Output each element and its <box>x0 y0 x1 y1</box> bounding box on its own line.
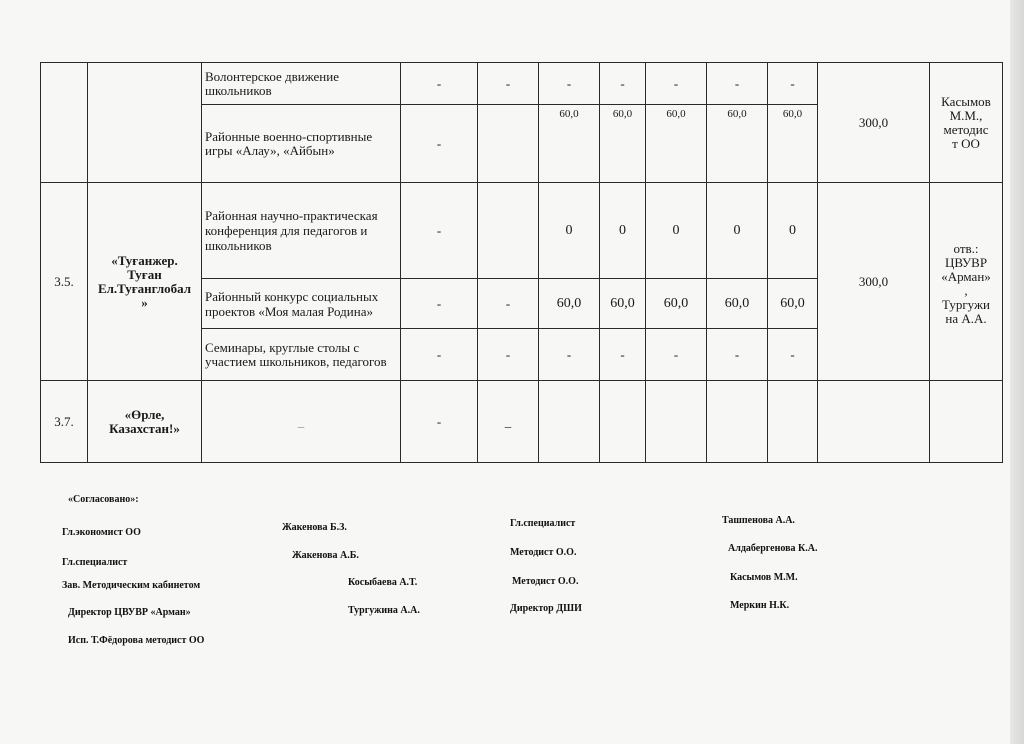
value-cell: - <box>401 183 478 279</box>
responsible-cell <box>930 183 1003 381</box>
signatory-name: Тургужина А.А. <box>348 605 420 616</box>
responsible-line: «Арман» <box>941 268 991 284</box>
row-name-cell <box>88 63 202 183</box>
activity-cell: Волонтерское движение школьников <box>202 63 401 105</box>
value-cell: - <box>478 329 539 381</box>
row-number-cell: 3.5. <box>41 183 88 381</box>
value-cell <box>600 381 646 463</box>
signatory-title: Зав. Методическим кабинетом <box>62 580 201 591</box>
value-cell: - <box>600 63 646 105</box>
total-cell: 300,0 <box>818 183 930 381</box>
responsible-line: Тургужи <box>942 296 990 312</box>
responsible-cell <box>930 381 1003 463</box>
value-cell: - <box>600 329 646 381</box>
value-cell: 0 <box>646 183 707 279</box>
row-name-cell <box>88 183 202 381</box>
value-cell <box>768 381 818 463</box>
value-cell <box>478 183 539 279</box>
value-cell: 60,0 <box>646 279 707 329</box>
responsible-line: , <box>964 282 968 298</box>
value-cell <box>478 105 539 183</box>
executor-line: Исп. Т.Фёдорова методист ОО <box>68 635 205 646</box>
value-cell: 60,0 <box>646 105 707 183</box>
responsible-line: на А.А. <box>945 310 987 326</box>
responsible-line: методис <box>943 121 989 137</box>
signatory-title: Гл.экономист ОО <box>62 527 141 538</box>
activity-cell: Районная научно-практическая конференция для педагогов и школьников <box>202 183 401 279</box>
row-name-line: » <box>141 294 148 310</box>
value-cell: _ <box>478 381 539 463</box>
activity-cell: _ <box>202 381 401 463</box>
value-cell: 0 <box>707 183 768 279</box>
value-cell: - <box>539 63 600 105</box>
value-cell: - <box>401 329 478 381</box>
scan-edge <box>1010 0 1024 744</box>
value-cell: - <box>707 329 768 381</box>
table-row <box>41 183 1003 279</box>
row-name-cell <box>88 381 202 463</box>
value-cell: - <box>646 329 707 381</box>
signatory-title: Гл.специалист <box>510 518 576 529</box>
value-cell: 60,0 <box>707 105 768 183</box>
plan-table <box>40 62 1003 463</box>
agreed-header: «Согласовано»: <box>68 494 139 505</box>
total-cell <box>818 381 930 463</box>
signatory-name: Алдабергенова К.А. <box>728 543 818 554</box>
total-cell: 300,0 <box>818 63 930 183</box>
value-cell: 60,0 <box>600 279 646 329</box>
responsible-line: М.М., <box>949 107 983 123</box>
value-cell: 60,0 <box>768 279 818 329</box>
value-cell: - <box>707 63 768 105</box>
value-cell <box>539 381 600 463</box>
value-cell: - <box>539 329 600 381</box>
row-name-line: Казахстан!» <box>109 420 180 436</box>
value-cell: - <box>401 63 478 105</box>
signatory-name: Жакенова Б.З. <box>282 522 347 533</box>
row-number-cell <box>41 63 88 183</box>
row-name-line: Ел.Туғанглобал <box>97 280 192 296</box>
row-name-line: Туған <box>127 266 162 282</box>
value-cell: 0 <box>768 183 818 279</box>
activity-cell: Районные военно-спортивные игры «Алау», «Айбын» <box>202 105 401 183</box>
value-cell: 60,0 <box>539 279 600 329</box>
responsible-line: т ОО <box>952 135 980 151</box>
value-cell: - <box>768 329 818 381</box>
signatory-title: Директор ЦВУВР «Арман» <box>68 607 191 618</box>
value-cell: 60,0 <box>600 105 646 183</box>
row-name-line: «Туғанжер. <box>111 252 178 268</box>
signatory-title: Директор ДШИ <box>510 603 582 614</box>
signatory-name: Косыбаева А.Т. <box>348 577 418 588</box>
value-cell: - <box>401 381 478 463</box>
responsible-line: ЦВУВР <box>944 254 988 270</box>
row-name-line: «Өрле, <box>124 406 165 422</box>
signatory-title: Методист О.О. <box>510 547 577 558</box>
value-cell <box>707 381 768 463</box>
activity-cell: Районный конкурс социальных проектов «Моя малая Родина» <box>202 279 401 329</box>
row-number-cell: 3.7. <box>41 381 88 463</box>
responsible-line: отв.: <box>953 240 979 256</box>
signatory-title: Гл.специалист <box>62 557 128 568</box>
signatory-name: Касымов М.М. <box>730 572 798 583</box>
value-cell: - <box>401 105 478 183</box>
signatory-name: Ташпенова А.А. <box>722 515 795 526</box>
activity-cell: Семинары, круглые столы с участием школьников, педагогов <box>202 329 401 381</box>
signatory-name: Жакенова А.Б. <box>292 550 359 561</box>
value-cell: - <box>401 279 478 329</box>
value-cell: - <box>646 63 707 105</box>
value-cell: - <box>478 63 539 105</box>
table-row <box>41 381 1003 463</box>
value-cell: 0 <box>600 183 646 279</box>
value-cell: 60,0 <box>768 105 818 183</box>
table-row <box>41 63 1003 105</box>
value-cell: - <box>768 63 818 105</box>
signatory-name: Меркин Н.К. <box>730 600 790 611</box>
signatory-title: Методист О.О. <box>512 576 579 587</box>
value-cell <box>646 381 707 463</box>
value-cell: 60,0 <box>539 105 600 183</box>
value-cell: 60,0 <box>707 279 768 329</box>
value-cell: 0 <box>539 183 600 279</box>
responsible-cell <box>930 63 1003 183</box>
value-cell: - <box>478 279 539 329</box>
responsible-line: Касымов <box>941 93 991 109</box>
